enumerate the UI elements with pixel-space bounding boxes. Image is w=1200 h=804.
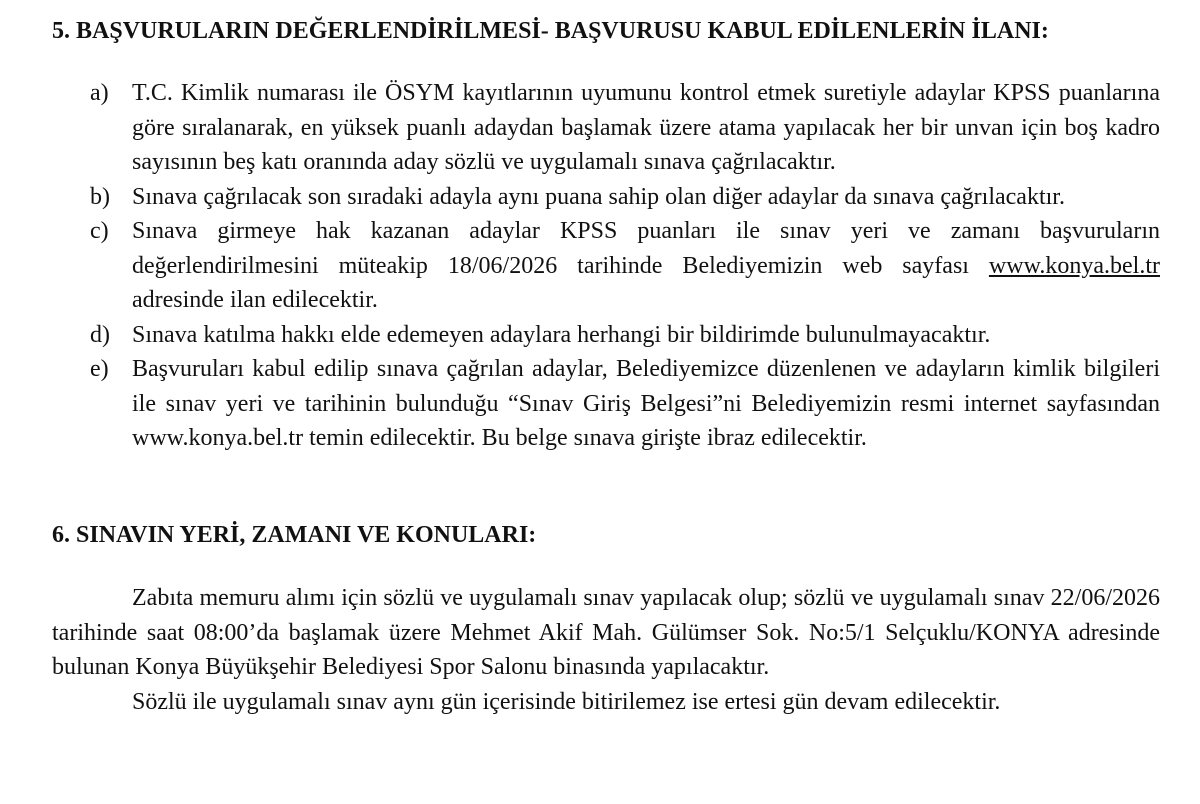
list-item-b [90,180,1160,215]
list-marker: c) [90,218,109,244]
list-item-text: Başvuruları kabul edilip sınava çağrılan adaylar, Belediyemizce düzenlenen ve adayların kimlik bilgileri ile sınav yeri ve tarihinin bulunduğu “Sınav Giriş Belgesi”ni Belediyemizin resmi internet sayfasından www.konya.bel.tr temin edilecektir. Bu belge sınava girişte ibraz edilecektir. [132,356,1160,451]
list-item-d [90,318,1160,353]
list-item-text: T.C. Kimlik numarası ile ÖSYM kayıtlarının uyumunu kontrol etmek suretiyle adaylar KPSS puanlarına göre sıralanarak, en yüksek puanlı adaydan başlamak üzere atama yapılacak her bir unvan için boş kadro sayısının beş katı oranında aday sözlü ve uygulamalı sınava çağrılacaktır. [132,80,1160,175]
list-item-text: Sınava katılma hakkı elde edemeyen adaylara herhangi bir bildirimde bulunulmayacaktır. [132,321,991,348]
list-item-text: Sınava çağrılacak son sıradaki adayla aynı puana sahip olan diğer adaylar da sınava çağrılacaktır. [132,183,1065,210]
website-link[interactable]: www.konya.bel.tr [988,252,1160,279]
section-5-heading: 5. BAŞVURULARIN DEĞERLENDİRİLMESİ- BAŞVURUSU KABUL EDİLENLERİN İLANI: [52,18,1049,44]
paragraph-continuation: Sözlü ile uygulamalı sınav aynı gün içerisinde bitirilemez ise ertesi gün devam edilecektir. [132,688,1001,715]
section-5-list [90,76,1160,456]
list-item-text-before: Sınava girmeye hak kazanan adaylar KPSS puanları ile sınav yeri ve zamanı başvuruların değerlendirilmesini müteakip 18/06/2026 tarihinde Belediyemizin web sayfası [132,218,1160,279]
list-item-c [90,214,1160,318]
section-6-heading: 6. SINAVIN YERİ, ZAMANI VE KONULARI: [52,522,537,548]
list-item-text-after: adresinde ilan edilecektir. [132,287,378,313]
paragraph-exam-details: Zabıta memuru alımı için sözlü ve uygulamalı sınav yapılacak olup; sözlü ve uygulamalı sınav 22/06/2026 tarihinde saat 08:00’da başlamak üzere Mehmet Akif Mah. Gülümser Sok. No:5/1 Selçuklu/KONYA adresinde bulunan Konya Büyükşehir Belediyesi Spor Salonu binasında yapılacaktır. [52,585,1160,680]
list-marker: a) [90,80,109,106]
list-marker: d) [90,321,110,348]
list-marker: b) [90,183,110,210]
list-item-a [90,76,1160,180]
list-marker: e) [90,356,109,382]
list-item-e [90,352,1160,456]
section-6-body [52,581,1160,719]
